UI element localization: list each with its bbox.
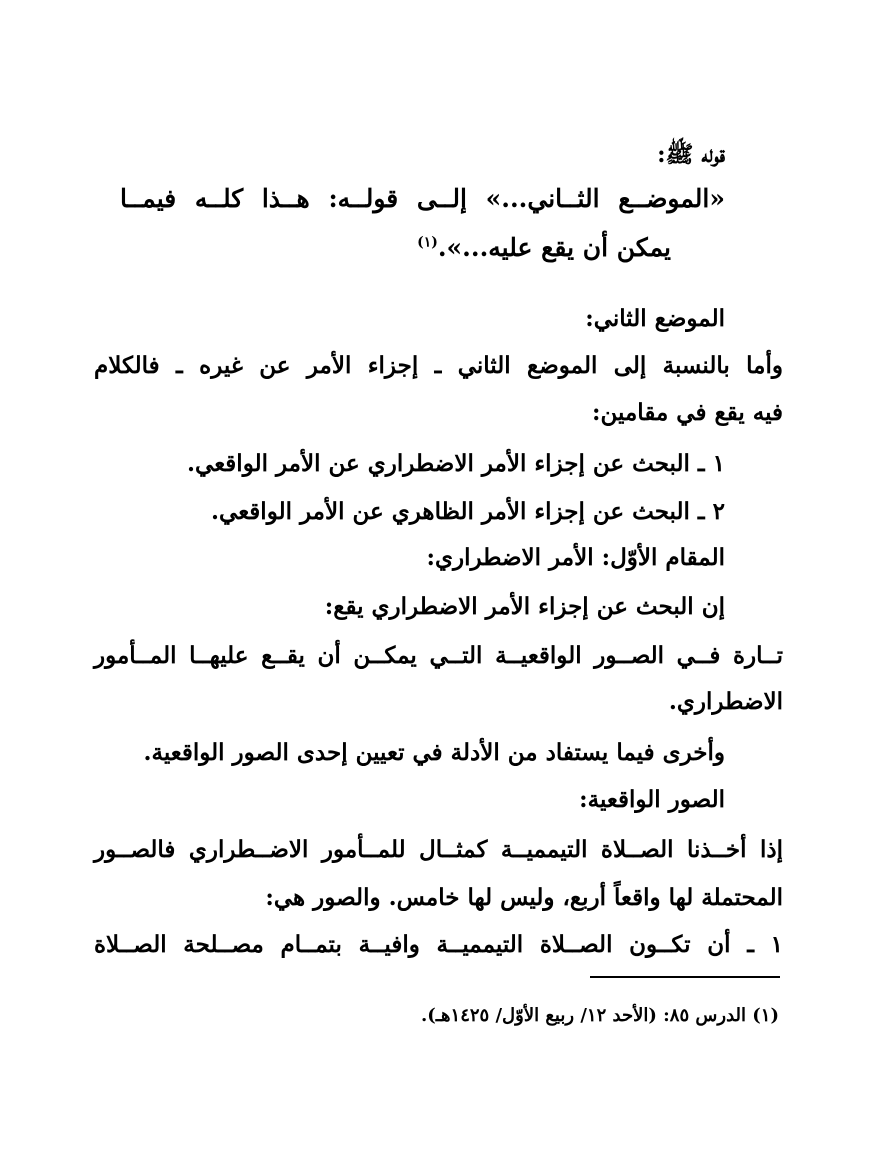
paragraph-4: وأخرى فيما يستفاد من الأدلة في تعيين إحدى الصور الواقعية. xyxy=(143,739,725,766)
paragraph-1-line-1: وأما بالنسبة إلى الموضع الثاني ـ إجزاء الأمر عن غيره ـ فالكلام xyxy=(94,352,783,379)
section-title-first-station: المقام الأوّل: الأمر الاضطراري: xyxy=(426,544,725,571)
paragraph-5-line-2: المحتملة لها واقعاً أربع، وليس لها خامس. والصور هي: xyxy=(265,884,783,911)
paragraph-1-line-2: فيه يقع في مقامين: xyxy=(592,399,783,426)
quote-line-1: «الموضــع الثــاني...» إلــى قولــه: هــذا كلــه فيمــا xyxy=(120,184,725,213)
paragraph-5-line-1: إذا أخــذنا الصــلاة التيمميــة كمثــال للمــأمور الاضــطراري فالصــور xyxy=(94,836,783,863)
section-title-real-forms: الصور الواقعية: xyxy=(579,786,725,813)
list-item-1: ١ ـ البحث عن إجزاء الأمر الاضطراري عن الأمر الواقعي. xyxy=(187,450,725,477)
footnote-reference: (١) xyxy=(417,234,438,251)
paragraph-6-line-1: ١ ـ أن تكــون الصــلاة التيمميــة وافيــة بتمــام مصــلحة الصــلاة xyxy=(94,931,783,958)
quote-line-2 xyxy=(417,233,671,263)
footnote-divider xyxy=(590,976,780,978)
heading-qawluhu: قوله ﷺ: xyxy=(657,141,725,168)
paragraph-3-line-2: الاضطراري. xyxy=(668,688,783,715)
paragraph-2: إن البحث عن إجزاء الأمر الاضطراري يقع: xyxy=(324,593,725,620)
quote-line-2-text: يمكن أن يقع عليه...». xyxy=(437,233,671,262)
list-item-2: ٢ ـ البحث عن إجزاء الأمر الظاهري عن الأمر الواقعي. xyxy=(211,498,725,525)
footnote: (١) الدرس ٨٥: (الأحد ١٢/ ربيع الأوّل/ ١٤٢٥هـ). xyxy=(420,1005,779,1026)
section-title-second-position: الموضع الثاني: xyxy=(585,305,725,332)
paragraph-3-line-1: تــارة فــي الصــور الواقعيــة التــي يمكــن أن يقــع عليهــا المــأمور xyxy=(94,642,783,669)
